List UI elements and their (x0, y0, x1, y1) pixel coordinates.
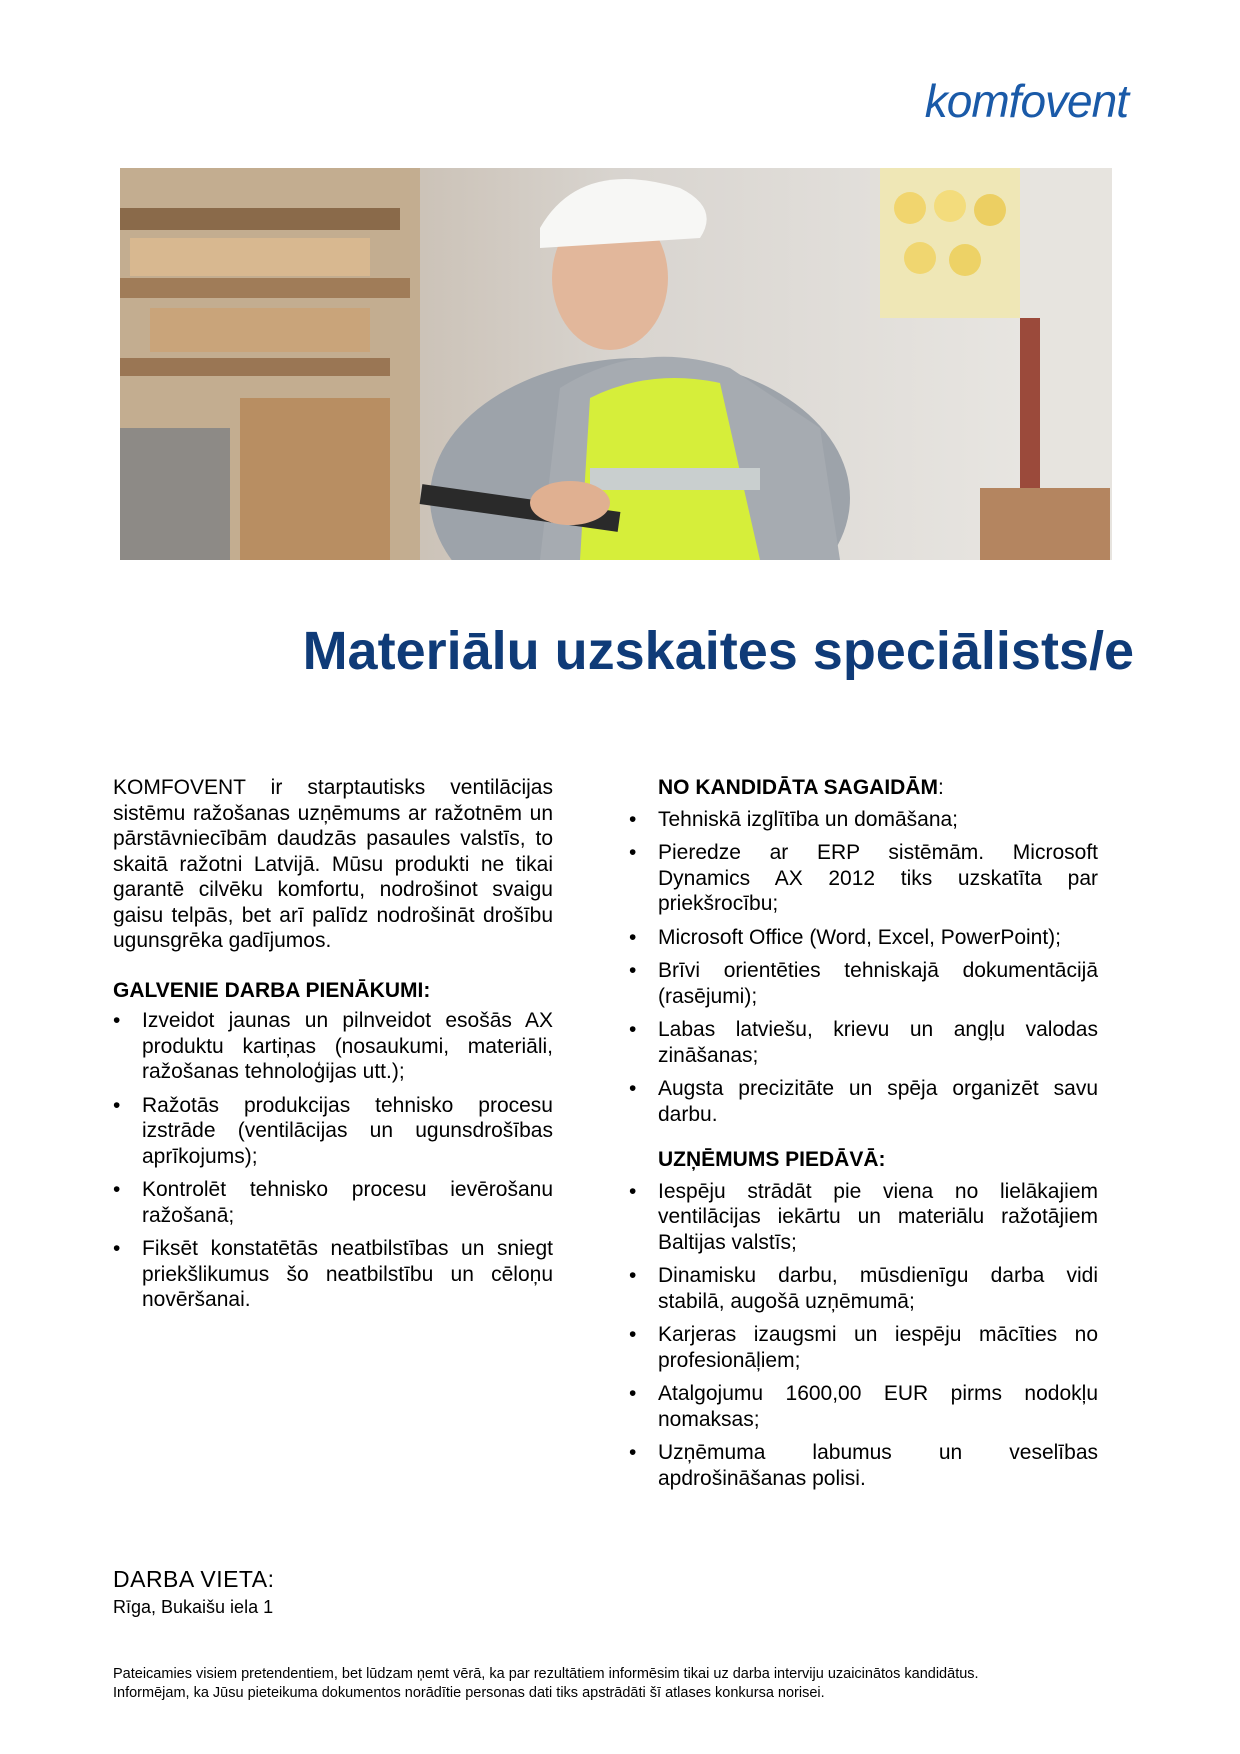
bullet-icon: • (629, 807, 637, 831)
list-item: • Microsoft Office (Word, Excel, PowerPoint); (629, 925, 1062, 949)
offer-heading: UZŅĒMUMS PIEDĀVĀ: (658, 1148, 886, 1171)
offer-list (629, 1179, 1098, 1492)
footer-line: Pateicamies visiem pretendentiem, bet lūdzam ņemt vērā, ka par rezultātiem informēsim tikai uz darba interviju uzaicinātos kandidātus. (113, 1666, 979, 1682)
location-heading: DARBA VIETA: (113, 1566, 275, 1592)
bullet-icon: • (629, 1441, 637, 1464)
list-item: • Atalgojumu 1600,00 EUR pirms nodokļu nomaksas; (629, 1382, 1098, 1431)
list-item: • Kontrolēt tehnisko procesu ievērošanu ražošanā; (113, 1178, 553, 1227)
bullet-icon: • (629, 1264, 637, 1287)
list-item: • Pieredze ar ERP sistēmām. Microsoft Dynamics AX 2012 tiks uzskatīta par priekšrocību; (629, 841, 1098, 915)
duties-list (113, 1008, 553, 1313)
list-item: • Uzņēmuma labumus un veselības apdrošināšanas polisi. (629, 1441, 1098, 1490)
bullet-icon: • (629, 1323, 637, 1346)
requirements-heading-row: NO KANDIDĀTA SAGAIDĀM: (658, 776, 944, 799)
list-item: • Fiksēt konstatētās neatbilstības un sniegt priekšlikumus šo neatbilstību un cēloņu novēršanai. (113, 1237, 553, 1311)
location-address: Rīga, Bukaišu iela 1 (113, 1597, 274, 1617)
company-logo: komfovent (924, 75, 1128, 127)
list-item: • Augsta precizitāte un spēja organizēt savu darbu. (629, 1077, 1098, 1126)
bullet-icon: • (629, 925, 637, 949)
bullet-icon: • (629, 1382, 637, 1405)
bullet-icon: • (113, 1093, 121, 1117)
list-item: • Iespēju strādāt pie viena no lielākajiem ventilācijas iekārtu un materiālu ražotājiem Baltijas valstīs; (629, 1179, 1098, 1254)
requirements-heading: NO KANDIDĀTA SAGAIDĀM (658, 776, 938, 799)
list-item: • Labas latviešu, krievu un angļu valodas zināšanas; (629, 1018, 1098, 1067)
bullet-icon: • (113, 1009, 121, 1032)
list-item: • Tehniskā izglītība un domāšana; (629, 807, 959, 831)
list-item: • Izveidot jaunas un pilnveidot esošās AX produktu kartiņas (nosaukumi, materiāli, ražošanas tehnoloģijas utt.); (113, 1009, 553, 1083)
bullet-icon: • (629, 1077, 637, 1100)
footer-line: Informējam, ka Jūsu pieteikuma dokumentos norādītie personas dati tiks apstrādāti šī atlases konkursa norisei. (113, 1685, 825, 1701)
bullet-icon: • (629, 1018, 637, 1041)
list-item: • Karjeras izaugsmi un iespēju mācīties no profesionāļiem; (629, 1323, 1098, 1372)
hero-image (120, 168, 1112, 560)
bullet-icon: • (629, 959, 637, 982)
duties-heading: GALVENIE DARBA PIENĀKUMI: (113, 978, 431, 1002)
bullet-icon: • (629, 1179, 637, 1203)
bullet-icon: • (629, 841, 637, 864)
list-item: • Dinamisku darbu, mūsdienīgu darba vidi stabilā, augošā uzņēmumā; (629, 1264, 1098, 1313)
right-column (629, 775, 1098, 1499)
requirements-list (629, 807, 1098, 1128)
bullet-icon: • (113, 1237, 121, 1260)
bullet-icon: • (113, 1178, 121, 1201)
left-column (113, 775, 553, 1321)
page-title: Materiālu uzskaites speciālists/e (302, 621, 1134, 681)
list-item: • Ražotās produkcijas tehnisko procesu izstrāde (ventilācijas un ugunsdrošības aprīkojums); (113, 1093, 553, 1168)
company-intro: KOMFOVENT ir starptautisks ventilācijas sistēmu ražošanas uzņēmums ar ražotnēm un pārstāvniecībām daudzās pasaules valstīs, to skaitā ražotni Latvijā. Mūsu produkti ne tikai garantē cilvēku komfortu, nodrošinot svaigu gaisu telpās, bet arī palīdz nodrošināt drošību ugunsgrēka gadījumos. (113, 776, 553, 952)
list-item: • Brīvi orientēties tehniskajā dokumentācijā (rasējumi); (629, 959, 1098, 1008)
footer-note (113, 1665, 979, 1703)
